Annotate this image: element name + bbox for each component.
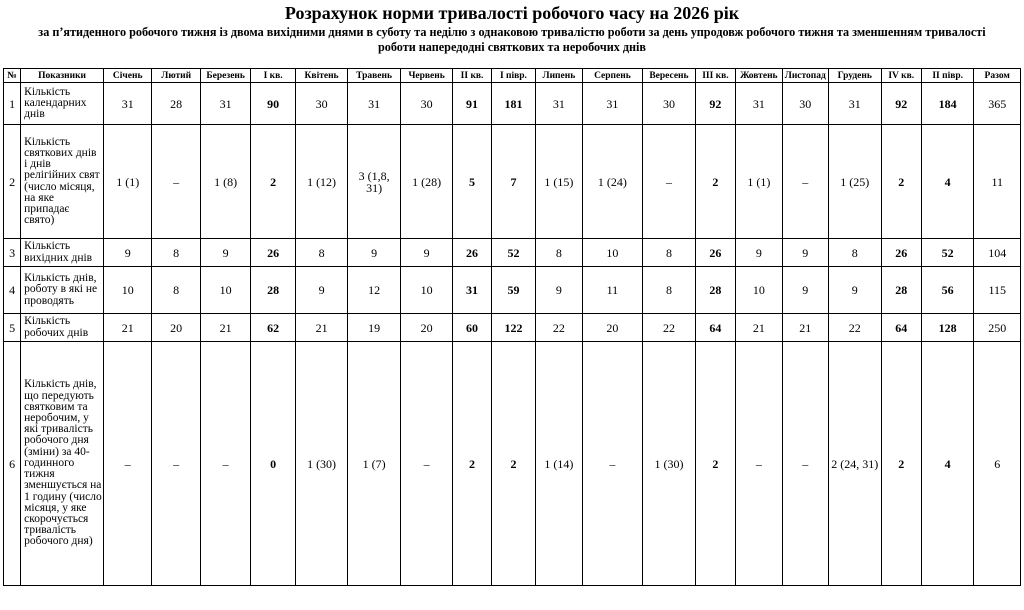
table-cell: 21 <box>736 314 782 342</box>
header-cell: Грудень <box>829 69 882 83</box>
table-cell: 22 <box>536 314 582 342</box>
row-number: 5 <box>4 314 21 342</box>
table-cell: 31 <box>536 83 582 125</box>
table-cell: 5 <box>453 125 491 239</box>
table-cell: 22 <box>829 314 882 342</box>
header-cell: Вересень <box>643 69 696 83</box>
table-cell: 1 (12) <box>295 125 348 239</box>
row-number: 3 <box>4 239 21 267</box>
table-cell: 1 (15) <box>536 125 582 239</box>
header-cell: Показники <box>21 69 104 83</box>
table-cell: 6 <box>974 342 1021 586</box>
row-indicator: Кількість календарних днів <box>21 83 104 125</box>
table-cell: 122 <box>491 314 535 342</box>
table-cell: 2 <box>251 125 295 239</box>
table-cell: 1 (8) <box>200 125 250 239</box>
table-cell: 3 (1,8, 31) <box>348 125 401 239</box>
header-cell: I півр. <box>491 69 535 83</box>
header-cell: Квітень <box>295 69 348 83</box>
table-cell: 26 <box>453 239 491 267</box>
header-cell: II півр. <box>921 69 974 83</box>
page-subtitle: за п’ятиденного робочого тижня із двома вихідними днями в суботу та неділю з однаковою тривалістю роботи за день упродовж робочого тижня та зменшенням тривалості роботи напередодні святкових та неробочих днів <box>38 25 986 54</box>
table-cell: 184 <box>921 83 974 125</box>
table-cell: 1 (30) <box>295 342 348 586</box>
table-cell: 8 <box>643 239 696 267</box>
table-cell: 9 <box>782 239 828 267</box>
table-cell: 10 <box>400 267 453 314</box>
table-cell: 4 <box>921 342 974 586</box>
table-cell: 10 <box>200 267 250 314</box>
table-cell: 52 <box>491 239 535 267</box>
table-row <box>4 239 1021 267</box>
table-row <box>4 83 1021 125</box>
table-cell: 28 <box>251 267 295 314</box>
header-cell: I кв. <box>251 69 295 83</box>
table-cell: 1 (14) <box>536 342 582 586</box>
table-cell: 104 <box>974 239 1021 267</box>
table-cell: 1 (25) <box>829 125 882 239</box>
table-cell: – <box>152 125 200 239</box>
header-cell: Січень <box>103 69 151 83</box>
table-cell: 30 <box>643 83 696 125</box>
table-cell: 28 <box>881 267 921 314</box>
table-cell: – <box>782 342 828 586</box>
table-cell: 31 <box>736 83 782 125</box>
table-cell: 10 <box>582 239 643 267</box>
table-cell: 128 <box>921 314 974 342</box>
table-cell: 26 <box>695 239 735 267</box>
table-cell: 26 <box>251 239 295 267</box>
table-cell: 2 (24, 31) <box>829 342 882 586</box>
table-row <box>4 314 1021 342</box>
table-cell: 8 <box>152 267 200 314</box>
working-time-table <box>3 68 1021 586</box>
table-cell: 31 <box>453 267 491 314</box>
table-cell: 56 <box>921 267 974 314</box>
header-cell: Листопад <box>782 69 828 83</box>
table-cell: 28 <box>152 83 200 125</box>
header-cell: II кв. <box>453 69 491 83</box>
table-cell: 31 <box>200 83 250 125</box>
table-cell: 26 <box>881 239 921 267</box>
table-cell: 1 (1) <box>736 125 782 239</box>
table-cell: 21 <box>295 314 348 342</box>
row-indicator: Кількість днів, що передують святковим та неробочим, у які тривалість робочого дня (зміни) за 40-годинного тижня зменшується на 1 годину (число місяця, у яке скорочується тривалість робочого дня) <box>21 342 104 586</box>
table-cell: 91 <box>453 83 491 125</box>
header-cell: III кв. <box>695 69 735 83</box>
table-cell: – <box>782 125 828 239</box>
table-cell: – <box>582 342 643 586</box>
table-cell: – <box>400 342 453 586</box>
header-cell: Червень <box>400 69 453 83</box>
table-cell: 20 <box>582 314 643 342</box>
table-cell: 2 <box>695 342 735 586</box>
table-cell: 8 <box>643 267 696 314</box>
table-cell: 60 <box>453 314 491 342</box>
table-cell: 92 <box>695 83 735 125</box>
table-row <box>4 125 1021 239</box>
table-cell: 21 <box>200 314 250 342</box>
table-cell: 8 <box>295 239 348 267</box>
table-cell: 365 <box>974 83 1021 125</box>
table-cell: 19 <box>348 314 401 342</box>
table-cell: 9 <box>348 239 401 267</box>
table-cell: 9 <box>829 267 882 314</box>
table-cell: 31 <box>103 83 151 125</box>
table-cell: 2 <box>491 342 535 586</box>
table-row <box>4 342 1021 586</box>
table-cell: – <box>152 342 200 586</box>
table-cell: 250 <box>974 314 1021 342</box>
table-cell: 30 <box>400 83 453 125</box>
table-cell: 30 <box>782 83 828 125</box>
header-cell: Травень <box>348 69 401 83</box>
table-cell: 2 <box>881 342 921 586</box>
table-cell: 1 (28) <box>400 125 453 239</box>
row-number: 4 <box>4 267 21 314</box>
table-cell: 10 <box>736 267 782 314</box>
table-cell: 28 <box>695 267 735 314</box>
table-cell: 2 <box>453 342 491 586</box>
table-cell: 2 <box>881 125 921 239</box>
header-cell: Серпень <box>582 69 643 83</box>
table-cell: 9 <box>200 239 250 267</box>
row-number: 2 <box>4 125 21 239</box>
table-row <box>4 267 1021 314</box>
row-number: 6 <box>4 342 21 586</box>
header-cell: IV кв. <box>881 69 921 83</box>
table-cell: 1 (30) <box>643 342 696 586</box>
table-cell: – <box>736 342 782 586</box>
table-cell: 11 <box>974 125 1021 239</box>
header-cell: Лютий <box>152 69 200 83</box>
table-cell: 11 <box>582 267 643 314</box>
page-title: Розрахунок норми тривалості робочого часу на 2026 рік <box>284 3 740 23</box>
table-cell: 64 <box>881 314 921 342</box>
table-cell: 31 <box>348 83 401 125</box>
table-cell: 12 <box>348 267 401 314</box>
table-cell: 181 <box>491 83 535 125</box>
table-cell: 115 <box>974 267 1021 314</box>
table-cell: 31 <box>829 83 882 125</box>
table-cell: 1 (7) <box>348 342 401 586</box>
header-cell: Жовтень <box>736 69 782 83</box>
table-cell: 31 <box>582 83 643 125</box>
row-indicator: Кількість святкових днів і днів релігійних свят (число місяця, на яке припадає свято) <box>21 125 104 239</box>
table-cell: 9 <box>782 267 828 314</box>
table-cell: 9 <box>736 239 782 267</box>
table-cell: 9 <box>103 239 151 267</box>
table-cell: 8 <box>152 239 200 267</box>
table-cell: 9 <box>536 267 582 314</box>
table-cell: – <box>103 342 151 586</box>
table-cell: 90 <box>251 83 295 125</box>
table-cell: 2 <box>695 125 735 239</box>
table-cell: 1 (1) <box>103 125 151 239</box>
table-cell: 9 <box>295 267 348 314</box>
table-cell: 30 <box>295 83 348 125</box>
row-indicator: Кількість робочих днів <box>21 314 104 342</box>
table-cell: 10 <box>103 267 151 314</box>
table-cell: 8 <box>829 239 882 267</box>
table-cell: 64 <box>695 314 735 342</box>
table-header-row <box>4 69 1021 83</box>
table-cell: – <box>643 125 696 239</box>
header-cell: Липень <box>536 69 582 83</box>
table-cell: 9 <box>400 239 453 267</box>
table-cell: 8 <box>536 239 582 267</box>
table-cell: 4 <box>921 125 974 239</box>
table-cell: 20 <box>400 314 453 342</box>
table-cell: 62 <box>251 314 295 342</box>
table-cell: 21 <box>103 314 151 342</box>
row-indicator: Кількість днів, роботу в які не проводять <box>21 267 104 314</box>
table-cell: 52 <box>921 239 974 267</box>
row-indicator: Кількість вихідних днів <box>21 239 104 267</box>
table-cell: 20 <box>152 314 200 342</box>
row-number: 1 <box>4 83 21 125</box>
header-cell: № <box>4 69 21 83</box>
table-cell: 0 <box>251 342 295 586</box>
table-cell: 7 <box>491 125 535 239</box>
table-cell: 59 <box>491 267 535 314</box>
header-cell: Березень <box>200 69 250 83</box>
header-cell: Разом <box>974 69 1021 83</box>
table-cell: – <box>200 342 250 586</box>
table-cell: 1 (24) <box>582 125 643 239</box>
table-cell: 92 <box>881 83 921 125</box>
table-cell: 22 <box>643 314 696 342</box>
table-cell: 21 <box>782 314 828 342</box>
